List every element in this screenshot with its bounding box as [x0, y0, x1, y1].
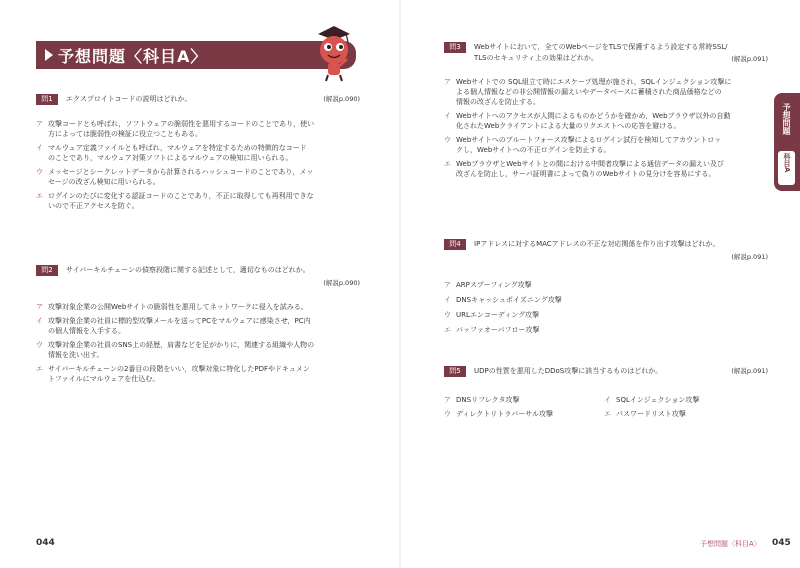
- option-d: エ パスワードリスト攻撃: [604, 410, 686, 418]
- question-number: 問3: [444, 42, 466, 53]
- mascot-icon: [310, 20, 358, 82]
- option-b: イ 攻撃対象企業の社員に標的型攻撃メールを送ってPCをマルウェアに感染させ，PC内 の個人情報を入手する。: [36, 317, 311, 335]
- triangle-icon: [45, 49, 53, 61]
- explanation-ref: (解説p.090): [323, 279, 360, 287]
- option-b: イ SQLインジェクション攻撃: [604, 396, 700, 404]
- option-c: ウ Webサイトへのブルートフォース攻撃によるログイン試行を検知してアカウントロッ クし，Webサイトへの不正ログインを防止する。: [444, 136, 722, 154]
- option-a: ア Webサイトでの SQL組立て時にエスケープ処理が施され，SQLインジェクション攻撃に よる個人情報などの非公開情報の漏えいやデータベースに蓄積された商品価格などの 情報の改ざんを防止する。: [444, 78, 732, 106]
- question-number: 問1: [36, 94, 58, 105]
- side-tab-sub: 科目A: [783, 153, 791, 173]
- question-number: 問2: [36, 265, 58, 276]
- page-number-left: 044: [36, 538, 55, 548]
- question-number: 問4: [444, 239, 466, 250]
- option-c: ウ 攻撃対象企業の社員のSNS上の経歴，肩書などを足がかりに，関連する組織や人物の 情報を洗い出す。: [36, 341, 315, 359]
- option-a: ア ARPスプーフィング攻撃: [444, 281, 532, 289]
- option-d: エ バッファオーバフロー攻撃: [444, 326, 540, 334]
- explanation-ref: (解説p.090): [323, 95, 360, 103]
- question-text: エクスプロイトコードの説明はどれか。: [66, 95, 192, 103]
- option-c: ウ ディレクトリトラバーサル攻撃: [444, 410, 553, 418]
- side-tab-box: [778, 151, 795, 185]
- page-number-right: 045: [772, 538, 791, 548]
- option-d: エ WebブラウザとWebサイトとの間における中間者攻撃による通信データの漏えい及び 改ざんを防止し，サーバ証明書によって偽りのWebサイトの見分けを容易にする。: [444, 160, 725, 178]
- explanation-ref: (解説p.091): [731, 253, 768, 261]
- option-a: ア 攻撃対象企業の公開Webサイトの脆弱性を悪用してネットワークに侵入を試みる。: [36, 303, 308, 311]
- question-1: [36, 93, 360, 211]
- option-c: ウ URLエンコーディング攻撃: [444, 311, 540, 319]
- option-b: イ Webサイトへのアクセスが人間によるものかどうかを確かめ，Webブラウザ以外の自動 化されたWebクライアントによる大量のリクエストへの応答を避ける。: [444, 112, 731, 130]
- question-2: [36, 264, 360, 384]
- question-text: Webサイトにおいて，全てのWebページをTLSで保護するよう設定する常時SSL/: [474, 43, 728, 51]
- option-a: ア DNSリフレクタ攻撃: [444, 396, 520, 404]
- section-banner: [36, 41, 356, 69]
- question-4: [444, 238, 768, 335]
- question-number: 問5: [444, 366, 466, 377]
- question-5: [444, 365, 768, 423]
- option-b: イ マルウェア定義ファイルとも呼ばれ，マルウェアを特定するための特徴的なコード のことであり，マルウェア対策ソフトによるマルウェアの検知に用いられる。: [36, 144, 307, 162]
- question-text-cont: TLSのセキュリティ上の効果はどれか。: [474, 54, 598, 62]
- question-3: [444, 41, 768, 179]
- option-c: ウ メッセージとシークレットデータから計算されるハッシュコードのことであり，メッ セージの改ざん検知に用いられる。: [36, 168, 314, 186]
- explanation-ref: (解説p.091): [731, 367, 768, 375]
- right-page: [400, 0, 800, 568]
- side-index-tab: [774, 93, 800, 191]
- question-text: サイバーキルチェーンの偵察段階に関する記述として，適切なものはどれか。: [66, 266, 310, 274]
- footer-section-label: 予想問題〈科目A〉: [700, 540, 761, 548]
- option-b: イ DNSキャッシュポイズニング攻撃: [444, 296, 562, 304]
- section-title: 予想問題〈科目A〉: [58, 47, 208, 66]
- option-d: エ ログインのたびに変化する認証コードのことであり，不正に取得しても再利用できな いので不正アクセスを防ぐ。: [36, 192, 314, 210]
- question-text: IPアドレスに対するMACアドレスの不正な対応関係を作り出す攻撃はどれか。: [474, 240, 720, 248]
- side-tab-label: 予想問題: [782, 103, 791, 135]
- option-a: ア 攻撃コードとも呼ばれ，ソフトウェアの脆弱性を悪用するコードのことであり，使い 方によっては脆弱性の検証に役立つこともある。: [36, 120, 315, 138]
- explanation-ref: (解説p.091): [731, 55, 768, 63]
- option-d: エ サイバーキルチェーンの2番目の段階をいい，攻撃対象に特化したPDFやドキュメン トファイルにマルウェアを仕込む。: [36, 365, 310, 383]
- question-text: UDPの性質を悪用したDDoS攻撃に該当するものはどれか。: [474, 367, 663, 375]
